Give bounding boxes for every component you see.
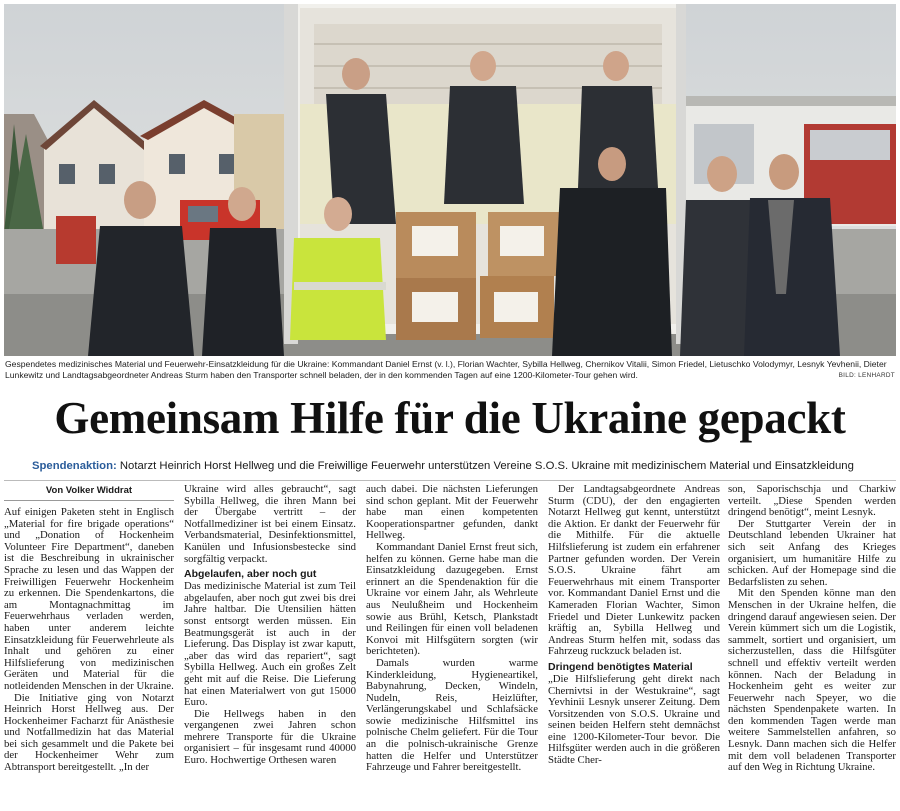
- caption-text: Gespendetes medizinisches Material und Feuerwehr-Einsatzkleidung für die Ukraine: Kommandant Daniel Ernst (v. l.), Florian Wachter, Sybilla Hellweg, Chernikov Vitalii, Simon Friedel, Lietuschko Volodymyr, Lesnyk Yevhenii, Dieter Lunkewitz und Landtagsabgeordneter Andreas Sturm haben den Transporter schnell beladen, der in den kommenden Tagen auf eine 1200-Kilometer-Tour gehen wird.: [5, 359, 887, 380]
- paragraph: Die Hellwegs haben in den vergangenen zwei Jahren schon mehrere Transporte für die Ukraine organisiert – für insgesamt rund 40000 Euro. Hochwertige Orthesen waren: [184, 707, 356, 767]
- author-byline: Von Volker Widdrat: [4, 484, 174, 501]
- paragraph: Kommandant Daniel Ernst freut sich, helfen zu können. Gerne habe man die Einsatzkleidung dazugegeben. Ernst erinnert an die Spendenaktion für die Ukraine vor einem Jahr, als Wehrleute aus Neulußheim und Hockenheim sowie aus Brühl, Ketsch, Plankstadt und Reilingen für einen voll beladenen Konvoi mit Hilfsgütern sorgten (wir berichteten).: [366, 540, 538, 658]
- article-column-5: [728, 484, 896, 774]
- paragraph: Auf einigen Paketen steht in Englisch „Material for fire brigade operations“ und „Donation of Hockenheim Volunteer Fire Department“, daneben ist die Beschreibung in ukrainischer Sprache zu lesen und das Wappen der Freiwilligen Feuerwehr Hockenheim zu erkennen. Die Spendenkartons, die am Montagnachmittag im Feuerwehrhaus verladen werden, haben unter anderem leichte Einsatzkleidung für Feuerwehrleute als Inhalt und gehören zu einer Hilfslieferung von medizinischen Geräten und Material für die notleidenden Menschen in der Ukraine.: [4, 506, 174, 692]
- article-column-4: [548, 484, 720, 767]
- subline-text: Notarzt Heinrich Horst Hellweg und die Freiwillige Feuerwehr unterstützen Vereine S.O.S. Ukraine mit medizinischem Material und Einsatzkleidung: [116, 460, 854, 472]
- photo-credit: BILD: LENHARDT: [838, 372, 895, 379]
- paragraph: Die Initiative ging von Notarzt Heinrich Horst Hellweg aus. Der Hockenheimer Facharzt für Anästhesie und Notfallmedizin hat das Material bei sich gesammelt und die Pakete bei der Hockenheimer Wehr zum Abtransport bereitgestellt. „In der: [4, 691, 174, 774]
- article-photo: [4, 4, 896, 356]
- article-column-2: [184, 484, 356, 767]
- section-heading: Dringend benötigtes Material: [548, 660, 693, 673]
- paragraph: Ukraine wird alles gebraucht“, sagt Sybilla Hellweg, die ihren Mann bei der Übergabe vertritt – der Notfallmediziner ist bei einem Einsatz. Verbandsmaterial, Desinfektionsmittel, Kanülen und Infusionsbestecke sind sorgfältig verpackt.: [184, 483, 356, 565]
- paragraph: auch dabei. Die nächsten Lieferungen sind schon geplant. Mit der Feuerwehr habe man einen kompetenten Kooperationspartner gefunden, dankt Hellweg.: [366, 483, 538, 542]
- paragraph: „Die Hilfslieferung geht direkt nach Chernivtsi in der Westukraine“, sagt Yevhinii Lesnyk unserer Zeitung. Dem Vorsitzenden von S.O.S. Ukraine und seinen beiden Helfern steht demnächst eine 1200-Kilometer-Tour bevor. Die Hilfsgüter werden auch in die größeren Städte Cher-: [548, 672, 720, 767]
- article-column-3: [366, 484, 538, 774]
- paragraph: Der Landtagsabgeordnete Andreas Sturm (CDU), der den engagierten Notarzt Hellweg gut kennt, unterstützt die Aktion. Er dankt der Feuerwehr für die Mithilfe. Für die aktuelle Hilfslieferung ist zudem ein erfahrener Partner gefunden worden. Der Verein S.O.S. Ukraine fährt am Feuerwehrhaus mit einem Transporter vor. Kommandant Daniel Ernst und die Kameraden Florian Wachter, Simon Friedel und Dieter Lunkewitz packen kräftig an, Sybilla Hellweg und Andreas Sturm helfen mit, sodass das Fahrzeug ruckzuck beladen ist.: [548, 483, 720, 658]
- subline: [32, 459, 892, 474]
- headline: Gemeinsam Hilfe für die Ukraine gepackt: [54, 393, 846, 443]
- paragraph: Damals wurden warme Kinderkleidung, Hygieneartikel, Babynahrung, Decken, Windeln, Nudeln, Reis, Heizlüfter, Verlängerungskabel und Schlafsäcke sowie medizinische Hilfsmittel ins polnische Chelm geliefert. Für die Tour an die polnisch-ukrainische Grenze hatten die Helfer und Unterstützer Fahrzeuge und Fahrer bereitgestellt.: [366, 656, 538, 774]
- photo-caption: [5, 359, 895, 381]
- paragraph: Der Stuttgarter Verein der in Deutschland lebenden Ukrainer hat sich seit Anfang des Krieges organisiert, um humanitäre Hilfe zu schicken. Auf der Homepage sind die Bedarfslisten zu sehen.: [728, 517, 896, 588]
- paragraph: son, Saporischschja und Charkiw verteilt. „Diese Spenden werden dringend benötigt“, meint Lesnyk.: [728, 483, 896, 519]
- article-column-1: [4, 484, 174, 774]
- divider: [4, 480, 896, 481]
- paragraph: Mit den Spenden könne man den Menschen in der Ukraine helfen, die dringend darauf angewiesen seien. Der Verein kümmert sich um die Logistik, sammelt, sortiert und organisiert, um sicherzustellen, dass die Hilfsgüter schnell und effektiv verteilt werden können. Nach der Beladung in Hockenheim geht es weiter zur Feuerwehr nach Speyer, wo die nächsten Spendenpakete warten. In den kommenden Tagen werde man weitere Sammelstellen anfahren, so Lesnyk. Dann machen sich die Helfer mit dem voll beladenen Transporter auf den Weg in Richtung Ukraine.: [728, 587, 896, 774]
- subline-kicker: Spendenaktion:: [32, 460, 117, 472]
- group-photo-icon: [4, 4, 896, 356]
- paragraph: Das medizinische Material ist zum Teil abgelaufen, aber noch gut zwei bis drei Jahre haltbar. Die Utensilien hätten sonst entsorgt werden müssen. Ein Beatmungsgerät ist auch in der Lieferung. Das Display ist zwar kaputt, „aber das wird das repariert“, sagt Sybilla Hellweg. Auch ein großes Zelt geht mit auf die Reise. Die Lieferung hat einen Materialwert von gut 15000 Euro.: [184, 580, 356, 709]
- section-heading: Abgelaufen, aber noch gut: [184, 568, 317, 581]
